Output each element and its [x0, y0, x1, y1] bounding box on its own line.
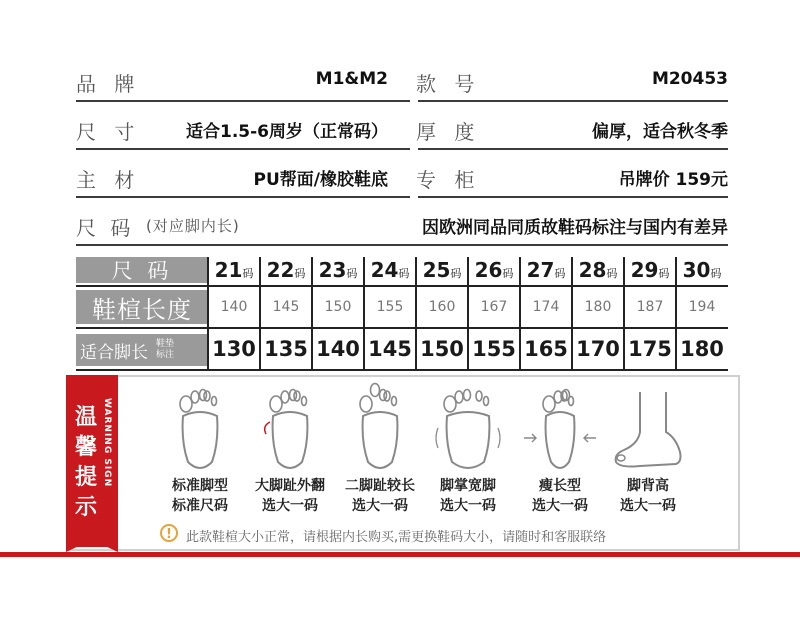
size-row-header	[76, 257, 208, 283]
column-separator	[571, 257, 573, 369]
warning-title-char: 示	[74, 495, 97, 520]
foot-caption-advice: 选大一码	[532, 498, 588, 514]
insole-length-cell: 150	[324, 299, 352, 315]
size-cell	[572, 255, 624, 285]
size-cell	[312, 255, 364, 285]
warning-ribbon-notch	[66, 540, 118, 552]
fit-length-cell: 150	[420, 337, 464, 361]
foot-caption	[423, 476, 513, 516]
size-number: 22	[266, 258, 295, 282]
divider	[76, 196, 728, 198]
foot-caption	[603, 476, 693, 516]
column-separator	[467, 257, 469, 369]
size-number: 24	[370, 258, 399, 282]
size-cell	[624, 255, 676, 285]
insole-length-cell: 180	[584, 299, 612, 315]
foot-caption-advice: 选大一码	[620, 498, 676, 514]
divider	[76, 100, 728, 102]
foot-caption-advice: 选大一码	[352, 498, 408, 514]
warning-title-char: 馨	[74, 435, 97, 460]
foot-caption-advice: 选大一码	[440, 498, 496, 514]
foot-caption-type: 大脚趾外翻	[255, 478, 325, 494]
spec-row-brand	[76, 62, 728, 102]
divider-gap	[410, 100, 418, 102]
size-cell	[468, 255, 520, 285]
bunion-foot-icon	[252, 382, 328, 474]
material-value: PU帮面/橡胶鞋底	[253, 170, 388, 190]
divider	[76, 148, 728, 150]
column-separator	[207, 257, 209, 369]
size-number: 21	[214, 258, 243, 282]
size-unit: 码	[242, 267, 254, 280]
insole-length-cell: 194	[688, 299, 716, 315]
size-row-header-label: 尺 码	[111, 259, 173, 283]
foot-caption-type: 脚掌宽脚	[440, 478, 496, 494]
size-unit: 码	[346, 267, 358, 280]
size-unit: 码	[502, 267, 514, 280]
size-unit: 码	[606, 267, 618, 280]
foot-caption-type: 二脚趾较长	[345, 478, 415, 494]
warning-title-char: 提	[74, 465, 97, 490]
foot-caption-advice: 选大一码	[262, 498, 318, 514]
size-unit: 码	[450, 267, 462, 280]
fit-row-header-label: 适合脚长	[80, 342, 148, 363]
column-separator	[311, 257, 313, 369]
warning-subtitle: WARNING SIGN	[102, 398, 112, 488]
counter-label: 专 柜	[416, 168, 481, 192]
fit-row-header-sub: 鞋垫标注	[156, 339, 175, 360]
size-unit: 码	[294, 267, 306, 280]
wide-foot-icon	[430, 382, 506, 474]
brand-value: M1&M2	[315, 69, 388, 89]
counter-value: 吊牌价 159元	[618, 170, 728, 190]
fit-length-cell: 140	[316, 337, 360, 361]
size-unit: 码	[658, 267, 670, 280]
column-separator	[675, 257, 677, 369]
model-label: 款 号	[416, 72, 481, 96]
thickness-value: 偏厚，适合秋冬季	[592, 122, 728, 142]
insole-row-header-label: 鞋楦长度	[92, 295, 192, 324]
fit-length-cell: 165	[524, 337, 568, 361]
size-cell	[520, 255, 572, 285]
insole-length-cell: 187	[636, 299, 664, 315]
foot-caption	[155, 476, 245, 516]
size-number: 27	[526, 258, 555, 282]
chart-label: 尺 码	[76, 216, 135, 240]
chart-note: (对应脚内长)	[146, 217, 240, 235]
column-separator	[415, 257, 417, 369]
table-divider	[76, 369, 728, 371]
narrow-foot-icon	[522, 382, 598, 474]
size-number: 25	[422, 258, 451, 282]
column-separator	[519, 257, 521, 369]
size-cell	[364, 255, 416, 285]
bottom-accent-bar	[0, 552, 800, 557]
foot-caption	[515, 476, 605, 516]
notice-icon: !	[160, 524, 178, 542]
fit-length-cell: 130	[212, 337, 256, 361]
size-number: 28	[578, 258, 607, 282]
size-value: 适合1.5-6周岁（正常码）	[186, 122, 388, 142]
standard-foot-icon	[162, 382, 238, 474]
size-cell	[208, 255, 260, 285]
insole-length-cell: 167	[480, 299, 508, 315]
spec-row-material	[76, 158, 728, 198]
divider-gap	[410, 196, 418, 198]
fit-length-cell: 175	[628, 337, 672, 361]
column-separator	[259, 257, 261, 369]
material-label: 主 材	[76, 168, 141, 192]
insole-length-cell: 145	[272, 299, 300, 315]
notice-text: 此款鞋楦大小正常，请根据内长购买,需更换鞋码大小，请随时和客服联络	[186, 530, 607, 545]
insole-length-cell: 160	[428, 299, 456, 315]
foot-caption	[335, 476, 425, 516]
insole-row-header	[76, 290, 208, 324]
insole-length-cell: 155	[376, 299, 404, 315]
size-unit: 码	[710, 267, 722, 280]
high-instep-icon	[610, 382, 686, 474]
size-unit: 码	[554, 267, 566, 280]
fit-length-cell: 135	[264, 337, 308, 361]
foot-caption-type: 瘦长型	[539, 478, 581, 494]
fit-length-cell: 170	[576, 337, 620, 361]
size-number: 29	[630, 258, 659, 282]
foot-caption-type: 脚背高	[627, 478, 669, 494]
size-label: 尺 寸	[76, 120, 141, 144]
fit-length-cell: 145	[368, 337, 412, 361]
spec-row-chart	[76, 206, 728, 246]
brand-label: 品 牌	[76, 72, 141, 96]
model-value: M20453	[651, 69, 728, 89]
divider-gap	[410, 148, 418, 150]
foot-caption-type: 标准脚型	[172, 478, 228, 494]
divider	[76, 244, 728, 246]
column-separator	[623, 257, 625, 369]
warning-title-char: 温	[74, 405, 97, 430]
foot-caption-advice: 标准尺码	[172, 498, 228, 514]
thickness-label: 厚 度	[416, 120, 481, 144]
insole-length-cell: 140	[220, 299, 248, 315]
size-number: 30	[682, 258, 711, 282]
chart-disclaimer: 因欧洲同品同质故鞋码标注与国内有差异	[422, 218, 728, 238]
size-number: 23	[318, 258, 347, 282]
insole-length-cell: 174	[532, 299, 560, 315]
size-number: 26	[474, 258, 503, 282]
size-unit: 码	[398, 267, 410, 280]
size-cell	[676, 255, 728, 285]
size-cell	[416, 255, 468, 285]
long-second-toe-icon	[342, 382, 418, 474]
fit-length-cell: 180	[680, 337, 724, 361]
fit-row-header	[76, 334, 208, 366]
size-cell	[260, 255, 312, 285]
spec-row-size	[76, 110, 728, 150]
foot-caption	[245, 476, 335, 516]
fit-length-cell: 155	[472, 337, 516, 361]
column-separator	[363, 257, 365, 369]
